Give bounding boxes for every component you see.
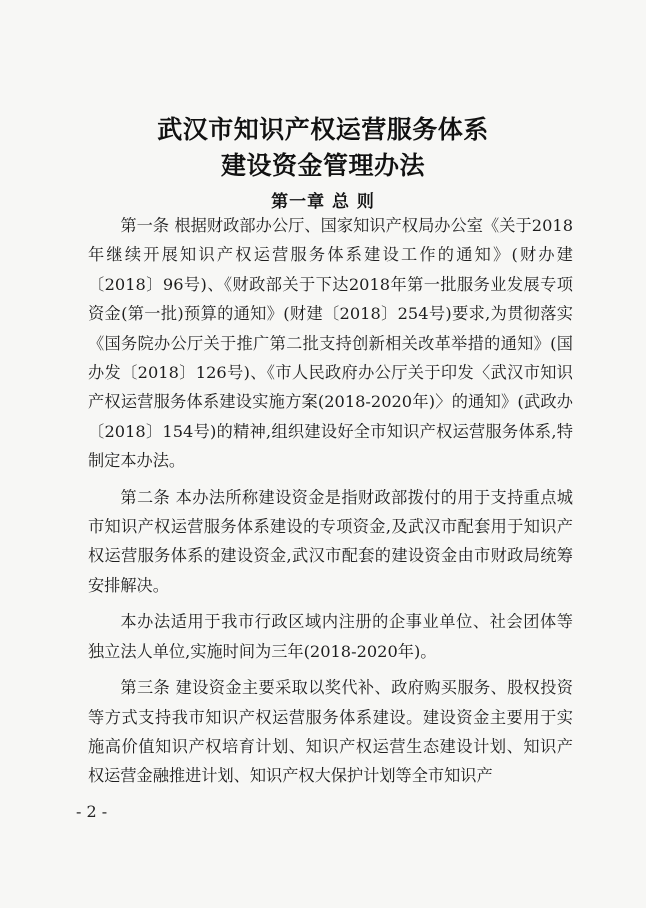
document-title-line-1: 武汉市知识产权运营服务体系 — [157, 115, 489, 144]
scope-paragraph: 本办法适用于我市行政区域内注册的企事业单位、社会团体等独立法人单位,实施时间为三年(2018-2020年)。 — [88, 612, 573, 661]
article-1-paragraph: 第一条 根据财政部办公厅、国家知识产权局办公室《关于2018年继续开展知识产权运营服务体系建设工作的通知》(财办建〔2018〕96号)、《财政部关于下达2018年第一批服务业发展专项资金(第一批)预算的通知》(财建〔2018〕254号)要求,为贯彻落实《国务院办公厅关于推广第二批支持创新相关改革举措的通知》(国办发〔2018〕126号)、《市人民政府办公厅关于印发〈武汉市知识产权运营服务体系建设实施方案(2018-2020年)〉的通知》(武政办〔2018〕154号)的精神,组织建设好全市知识产权运营服务体系,特制定本办法。 — [88, 216, 573, 471]
article-2-paragraph: 第二条 本办法所称建设资金是指财政部拨付的用于支持重点城市知识产权运营服务体系建设的专项资金,及武汉市配套用于知识产权运营服务体系的建设资金,武汉市配套的建设资金由市财政局统筹安排解决。 — [88, 487, 573, 595]
chapter-heading: 第一章 总 则 — [271, 192, 375, 212]
article-3-paragraph: 第三条 建设资金主要采取以奖代补、政府购买服务、股权投资等方式支持我市知识产权运营服务体系建设。建设资金主要用于实施高价值知识产权培育计划、知识产权运营生态建设计划、知识产权运营金融推进计划、知识产权大保护计划等全市知识产 — [88, 678, 573, 786]
document-body — [88, 211, 573, 791]
page-number: - 2 - — [76, 802, 108, 821]
document-title-line-2: 建设资金管理办法 — [220, 151, 425, 180]
